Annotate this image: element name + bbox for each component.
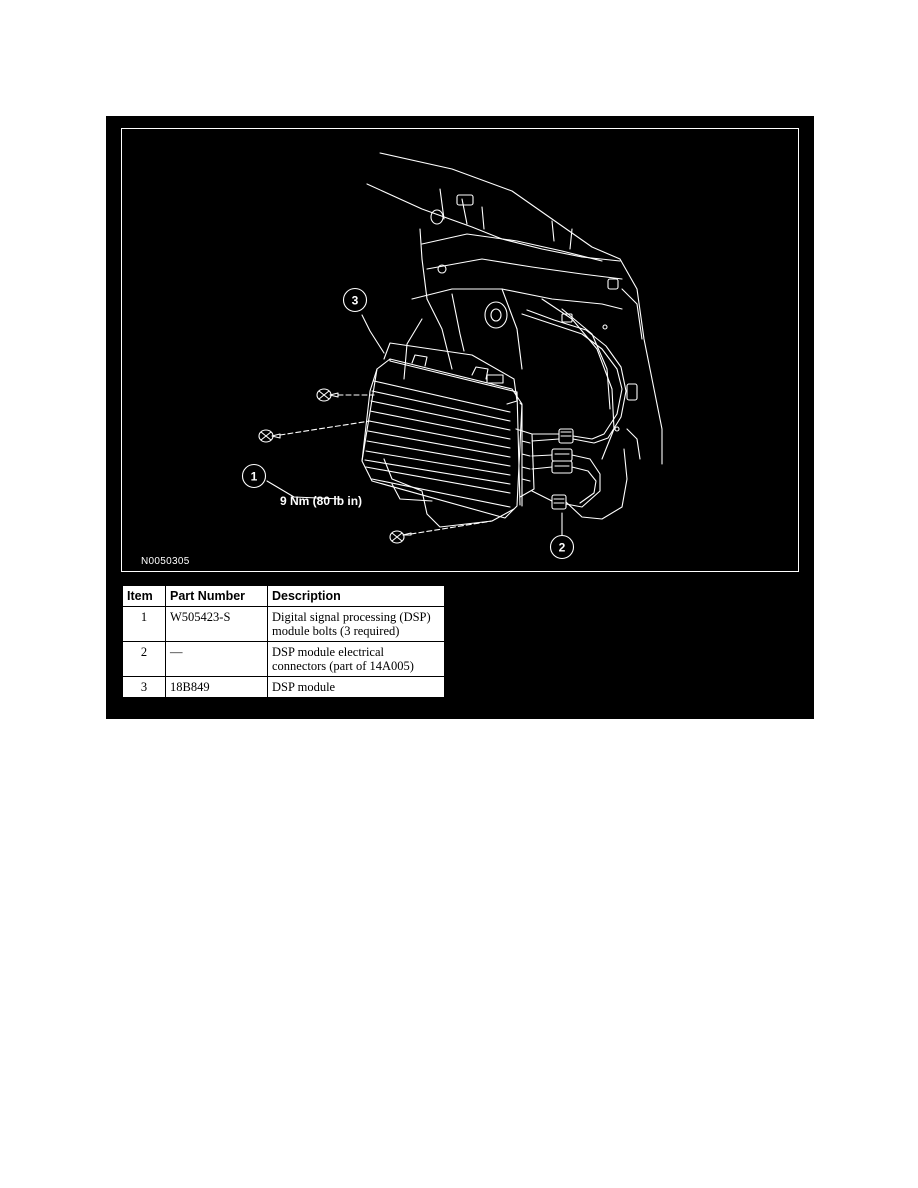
bolt-lower [390, 531, 411, 543]
row-part-number: W505423-S [166, 607, 268, 642]
bolt-middle [259, 430, 280, 442]
header-item: Item [123, 586, 166, 607]
row-description: Digital signal processing (DSP) module bolts (3 required) [268, 607, 445, 642]
dsp-module-illustration [122, 129, 800, 573]
electrical-connectors [552, 429, 573, 509]
table-header-row [123, 586, 445, 607]
row-item: 3 [123, 677, 166, 698]
table-row [123, 677, 445, 698]
figure-id-label: N0050305 [141, 556, 190, 567]
torque-spec-label: 9 Nm (80 lb in) [280, 494, 363, 508]
wiring-harness [522, 310, 640, 519]
row-description: DSP module electrical connectors (part of 14A005) [268, 642, 445, 677]
header-description: Description [268, 586, 445, 607]
callout-1-number: 1 [250, 469, 258, 484]
callout-3-number: 3 [351, 293, 359, 308]
row-item: 2 [123, 642, 166, 677]
table-row [123, 607, 445, 642]
illustration-area [121, 128, 799, 572]
table-row [123, 642, 445, 677]
row-item: 1 [123, 607, 166, 642]
callout-3-leader [362, 315, 384, 353]
row-part-number: — [166, 642, 268, 677]
callout-2-number: 2 [558, 540, 566, 555]
header-part-number: Part Number [166, 586, 268, 607]
parts-table [122, 585, 445, 698]
body-panel-inner-line [367, 184, 620, 261]
figure-frame [106, 116, 814, 719]
row-description: DSP module [268, 677, 445, 698]
dsp-module-drawing [362, 355, 534, 518]
access-hole [485, 302, 507, 328]
bolt-upper [317, 389, 338, 401]
row-part-number: 18B849 [166, 677, 268, 698]
